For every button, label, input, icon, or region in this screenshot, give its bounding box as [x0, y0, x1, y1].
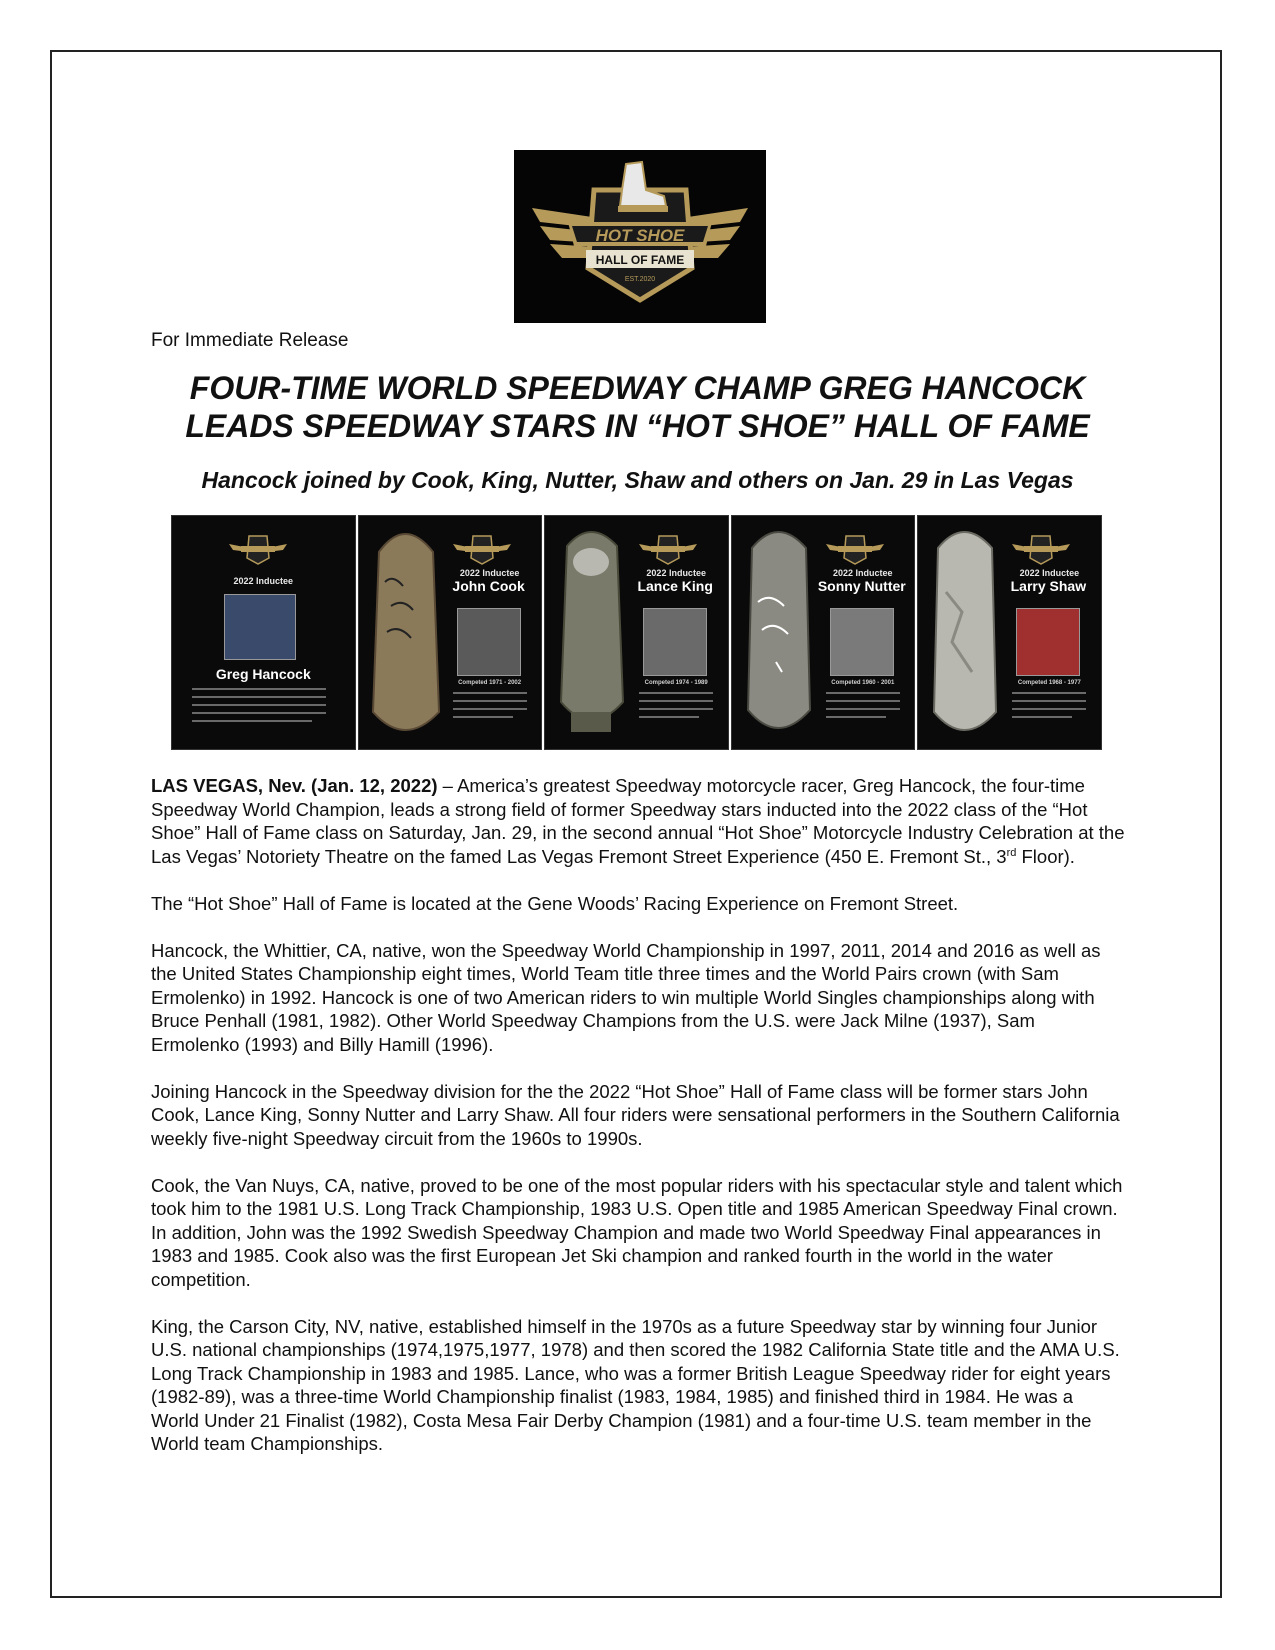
subheadline: Hancock joined by Cook, King, Nutter, Shaw and others on Jan. 29 in Las Vegas	[201, 467, 1074, 493]
plaque-sonny-nutter	[731, 515, 916, 750]
mini-logo-icon	[637, 530, 699, 566]
mini-logo-icon	[227, 530, 289, 566]
rider-photo	[1016, 608, 1080, 676]
hot-shoe-emblem	[514, 150, 766, 323]
signed-steel-shoe-icon	[736, 522, 820, 744]
mini-logo-icon	[1010, 530, 1072, 566]
steel-shoe-icon	[549, 522, 633, 744]
plaque-caption: Competed 1974 - 1989	[644, 680, 708, 686]
plaque-induction-label: 2022 Inductee	[1019, 568, 1080, 578]
headline-line-1: FOUR-TIME WORLD SPEEDWAY CHAMP GREG HANCOCK	[189, 370, 1086, 406]
plaque-induction-label: 2022 Inductee	[646, 568, 706, 578]
paragraph-6: King, the Carson City, NV, native, established himself in the 1970s as a future Speedway star by winning four Junior U.S. national championships (1974,1975,1977, 1978) and then scored the 1982 California State title and the AMA U.S. Long Track Championship in 1983 and 1985. Lance, who was a former British League Speedway rider for eight years (1982-89), was a three-time World Championship finalist (1983, 1984, 1985) and finished third in 1984. He was a World Under 21 Finalist (1982), Costa Mesa Fair Derby Champion (1981) and a four-time U.S. team member in the World team Championships.	[151, 1315, 1120, 1454]
plaque-induction-label: 2022 Inductee	[459, 568, 520, 578]
steel-shoe-icon	[922, 522, 1006, 744]
plaque-caption: Competed 1960 - 2001	[831, 680, 895, 686]
paragraph-5: Cook, the Van Nuys, CA, native, proved to be one of the most popular riders with his spectacular style and talent which took him to the 1981 U.S. Long Track Championship, 1983 U.S. Open title and 1985 American Speedway Final crown. In addition, John was the 1992 Swedish Speedway Champion and made two World Speedway Final appearances in 1983 and 1985. Cook also was the first European Jet Ski champion and ranked fourth in the world in the water competition.	[151, 1174, 1123, 1290]
headline	[100, 369, 1175, 445]
paragraph-4: Joining Hancock in the Speedway division for the the 2022 “Hot Shoe” Hall of Fame class will be former stars John Cook, Lance King, Sonny Nutter and Larry Shaw. All four riders were sensational performers in the Southern California weekly five-night Speedway circuit from the 1960s to 1990s.	[151, 1080, 1120, 1149]
plaque-induction-label: 2022 Inductee	[833, 568, 893, 578]
rider-photo	[457, 608, 521, 676]
plaque-gallery	[171, 515, 1102, 750]
logo-text-bottom: HALL OF FAME	[595, 253, 685, 267]
signed-steel-shoe-icon	[363, 522, 447, 744]
headline-line-2: LEADS SPEEDWAY STARS IN “HOT SHOE” HALL OF FAME	[185, 408, 1090, 444]
plaque-rider-name: Lance King	[637, 578, 713, 594]
paragraph-1: LAS VEGAS, Nev. (Jan. 12, 2022) – America’s greatest Speedway motorcycle racer, Greg Hancock, the four-time Speedway World Champion, leads a strong field of former Speedway stars inducted into the 2022 class of the “Hot Shoe” Hall of Fame class on Saturday, Jan. 29, in the second annual “Hot Shoe” Motorcycle Industry Celebration at the Las Vegas’ Notoriety Theatre on the famed Las Vegas Fremont Street Experience (450 E. Fremont St., 3rd Floor).	[151, 775, 1125, 867]
article-body	[151, 774, 1126, 1479]
logo-text-top: HOT SHOE	[595, 226, 685, 245]
plaque-induction-label: 2022 Inductee	[233, 576, 294, 586]
plaque-greg-hancock	[171, 515, 356, 750]
plaque-lance-king	[544, 515, 729, 750]
plaque-caption: Competed 1971 - 2002	[458, 680, 522, 686]
plaque-rider-name: Sonny Nutter	[817, 578, 906, 594]
hot-shoe-logo	[514, 150, 766, 323]
plaque-john-cook	[358, 515, 543, 750]
paragraph-3: Hancock, the Whittier, CA, native, won the Speedway World Championship in 1997, 2011, 2014 and 2016 as well as the United States Championship eight times, World Team title three times and the World Pairs crown (with Sam Ermolenko) in 1992. Hancock is one of two American riders to win multiple World Singles championships along with Bruce Penhall (1981, 1982). Other World Speedway Champions from the U.S. were Jack Milne (1937), Sam Ermolenko (1993) and Billy Hamill (1996).	[151, 939, 1101, 1055]
logo-est: EST.2020	[624, 276, 656, 283]
dateline: LAS VEGAS, Nev. (Jan. 12, 2022)	[151, 775, 438, 796]
plaque-caption: Competed 1968 - 1977	[1017, 680, 1081, 686]
plaque-rider-name: John Cook	[452, 578, 525, 594]
paragraph-2: The “Hot Shoe” Hall of Fame is located at the Gene Woods’ Racing Experience on Fremont Street.	[151, 892, 959, 914]
plaque-larry-shaw	[917, 515, 1102, 750]
boot-icon	[618, 162, 668, 212]
rider-photo	[224, 594, 296, 660]
mini-logo-icon	[451, 530, 513, 566]
plaque-rider-name: Larry Shaw	[1010, 578, 1087, 594]
mini-logo-icon	[824, 530, 886, 566]
plaque-rider-name: Greg Hancock	[215, 666, 311, 682]
rider-photo	[643, 608, 707, 676]
rider-photo	[830, 608, 894, 676]
release-label: For Immediate Release	[151, 330, 349, 351]
